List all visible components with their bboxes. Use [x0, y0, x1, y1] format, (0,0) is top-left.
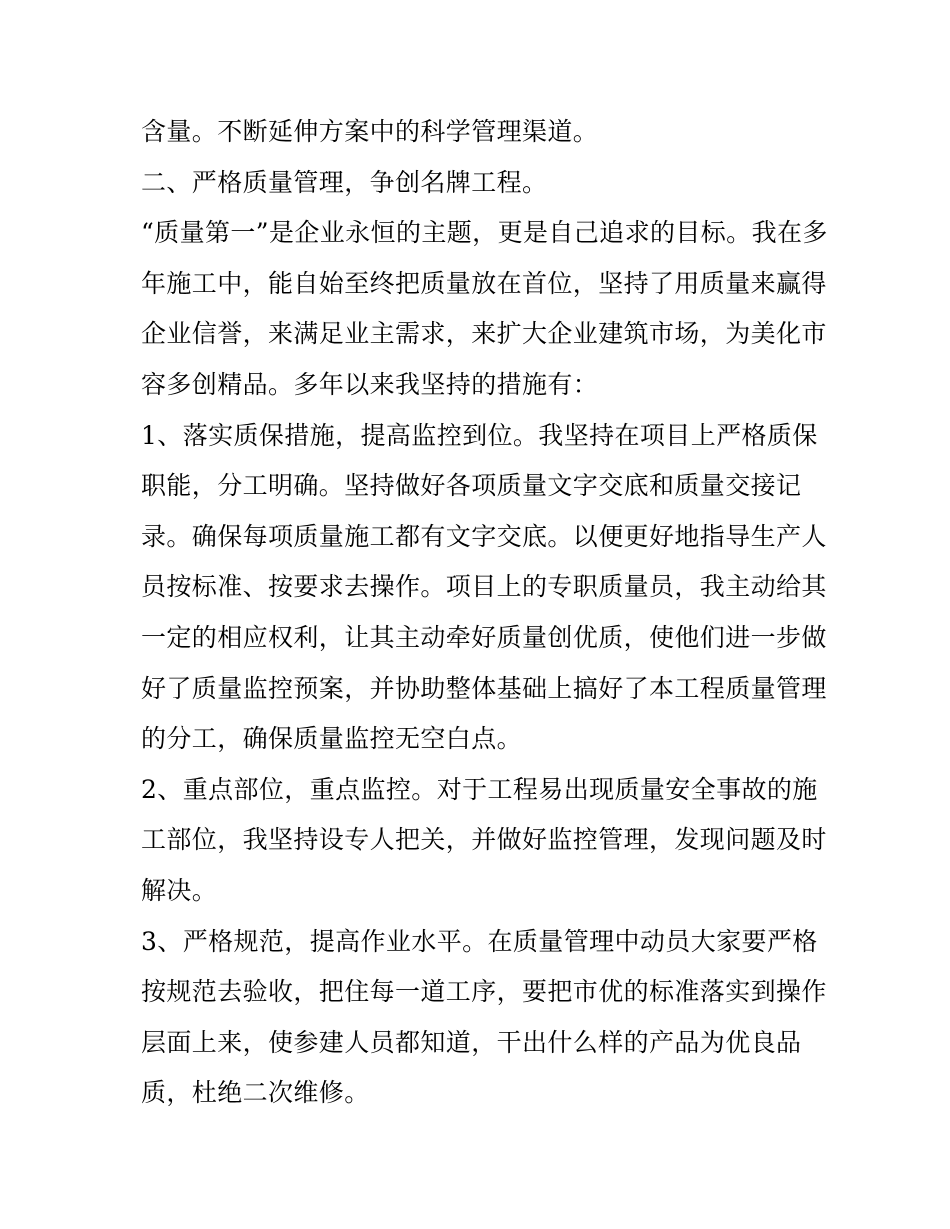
- text-line: 好了质量监控预案，并协助整体基础上搞好了本工程质量管理: [141, 673, 827, 703]
- text-line: 员按标准、按要求去操作。项目上的专职质量员，我主动给其: [141, 572, 827, 602]
- text-line: 工部位，我坚持设专人把关，并做好监控管理，发现问题及时: [141, 825, 827, 855]
- text-line: “质量第一”是企业永恒的主题，更是自己追求的目标。我在多: [141, 218, 828, 248]
- text-line: 职能，分工明确。坚持做好各项质量文字交底和质量交接记: [141, 471, 802, 501]
- list-item-1-text: 1、落实质保措施，提高监控到位。我坚持在项目上严格质保: [141, 420, 818, 450]
- text-line: 按规范去验收，把住每一道工序，要把市优的标准落实到操作: [141, 977, 827, 1007]
- text-line: 年施工中，能自始至终把质量放在首位，坚持了用质量来赢得: [141, 268, 827, 298]
- document-body: [141, 107, 828, 1119]
- text-line: 一定的相应权利，让其主动牵好质量创优质，使他们进一步做: [141, 622, 827, 652]
- list-item-3-text: 3、严格规范，提高作业水平。在质量管理中动员大家要严格: [141, 926, 818, 956]
- text-line: 容多创精品。多年以来我坚持的措施有：: [141, 369, 599, 399]
- text-line: 的分工，确保质量监控无空白点。: [141, 724, 523, 754]
- text-line: 企业信誉，来满足业主需求，来扩大企业建筑市场，为美化市: [141, 319, 827, 349]
- text-line: 录。确保每项质量施工都有文字交底。以便更好地指导生产人: [141, 521, 827, 551]
- text-line: 含量。不断延伸方案中的科学管理渠道。: [141, 117, 599, 146]
- text-line: 解决。: [141, 875, 218, 905]
- list-item-2-text: 2、重点部位，重点监控。对于工程易出现质量安全事故的施: [141, 774, 818, 804]
- section-heading: 二、严格质量管理，争创名牌工程。: [141, 167, 548, 197]
- text-line: 质，杜绝二次维修。: [141, 1078, 370, 1108]
- text-line: 层面上来，使参建人员都知道，干出什么样的产品为优良品: [141, 1027, 802, 1057]
